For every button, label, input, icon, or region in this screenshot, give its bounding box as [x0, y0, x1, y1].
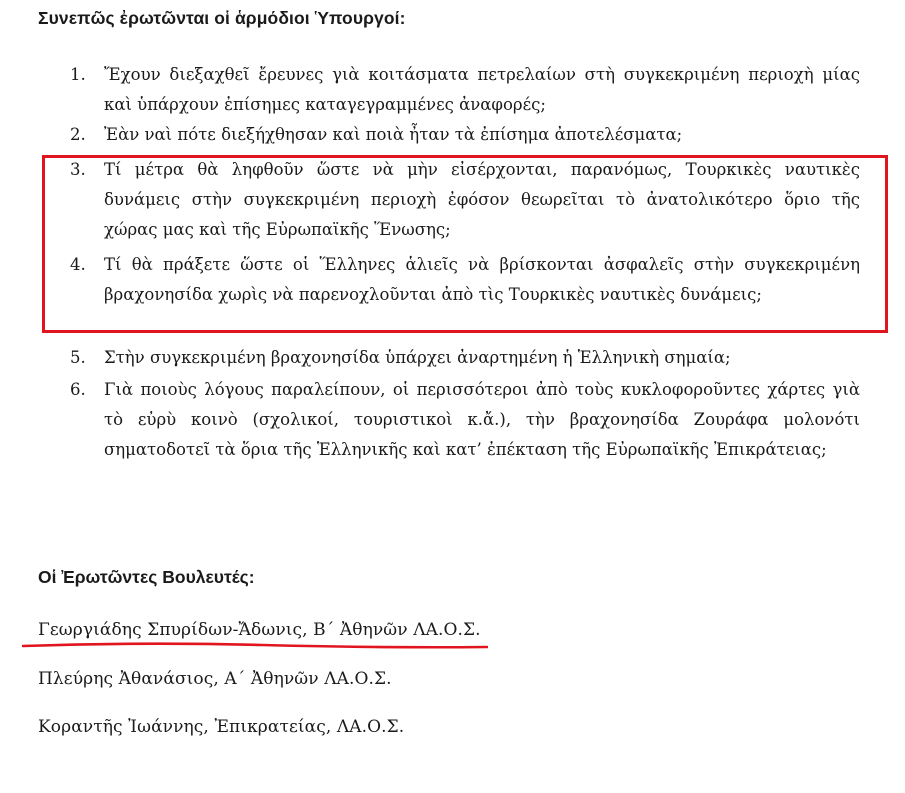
signer-name: Κοραντῆς Ἰωάννης, Ἐπικρατείας, ΛΑ.Ο.Σ. — [38, 717, 405, 737]
underline-mark — [22, 640, 488, 650]
signers-title: Οἱ Ἐρωτῶντες Βουλευτές: — [38, 567, 255, 587]
question-text: Ἔχουν διεξαχθεῖ ἔρευνες γιὰ κοιτάσματα πετρελαίων στὴ συγκεκριμένη περιοχὴ μίας καὶ ὑπάρχουν ἐπίσημες καταγεγραμμένες ἀναφορές; — [104, 65, 860, 114]
question-number: 3. — [70, 160, 86, 179]
question-text: Ἐὰν ναὶ πότε διεξήχθησαν καὶ ποιὰ ἦταν τὰ ἐπίσημα ἀποτελέσματα; — [104, 125, 683, 144]
question-number: 2. — [70, 125, 86, 144]
question-text: Στὴν συγκεκριμένη βραχονησίδα ὑπάρχει ἀναρτημένη ἡ Ἑλληνικὴ σημαία; — [104, 348, 731, 367]
signer-name: Πλεύρης Ἀθανάσιος, Α΄ Ἀθηνῶν ΛΑ.Ο.Σ. — [38, 669, 392, 689]
question-text: Τί μέτρα θὰ ληφθοῦν ὥστε νὰ μὴν εἰσέρχονται, παρανόμως, Τουρκικὲς ναυτικὲς δυνάμεις στὴν συγκεκριμένη περιοχὴ ἐφόσον θεωρεῖται τὸ ἀνατολικότερο ὅριο τῆς χώρας μας καὶ τῆς Εὐρωπαϊκῆς Ἕνωσης; — [104, 160, 860, 239]
question-number: 1. — [70, 65, 86, 84]
questions-heading: Συνεπῶς ἐρωτῶνται οἱ ἁρμόδιοι Ὑπουργοί: — [38, 8, 406, 28]
question-number: 6. — [70, 380, 86, 399]
question-text: Τί θὰ πράξετε ὥστε οἱ Ἕλληνες ἁλιεῖς νὰ βρίσκονται ἀσφαλεῖς στὴν συγκεκριμένη βραχονησίδα χωρὶς νὰ παρενοχλοῦνται ἀπὸ τὶς Τουρκικὲς ναυτικὲς δυνάμεις; — [104, 255, 860, 304]
signer-name: Γεωργιάδης Σπυρίδων-Ἄδωνις, Β΄ Ἀθηνῶν ΛΑ.Ο.Σ. — [38, 620, 481, 640]
question-text: Γιὰ ποιοὺς λόγους παραλείπουν, οἱ περισσότεροι ἀπὸ τοὺς κυκλοφοροῦντες χάρτες γιὰ τὸ εὐρὺ κοινὸ (σχολικοί, τουριστικοὶ κ.ἄ.), τὴν βραχονησίδα Ζουράφα μολονότι σηματοδοτεῖ τὰ ὅρια τῆς Ἑλληνικῆς καὶ κατ’ ἐπέκταση τῆς Εὐρωπαϊκῆς Ἐπικράτειας; — [104, 380, 860, 459]
question-number: 5. — [70, 348, 86, 367]
question-number: 4. — [70, 255, 86, 274]
